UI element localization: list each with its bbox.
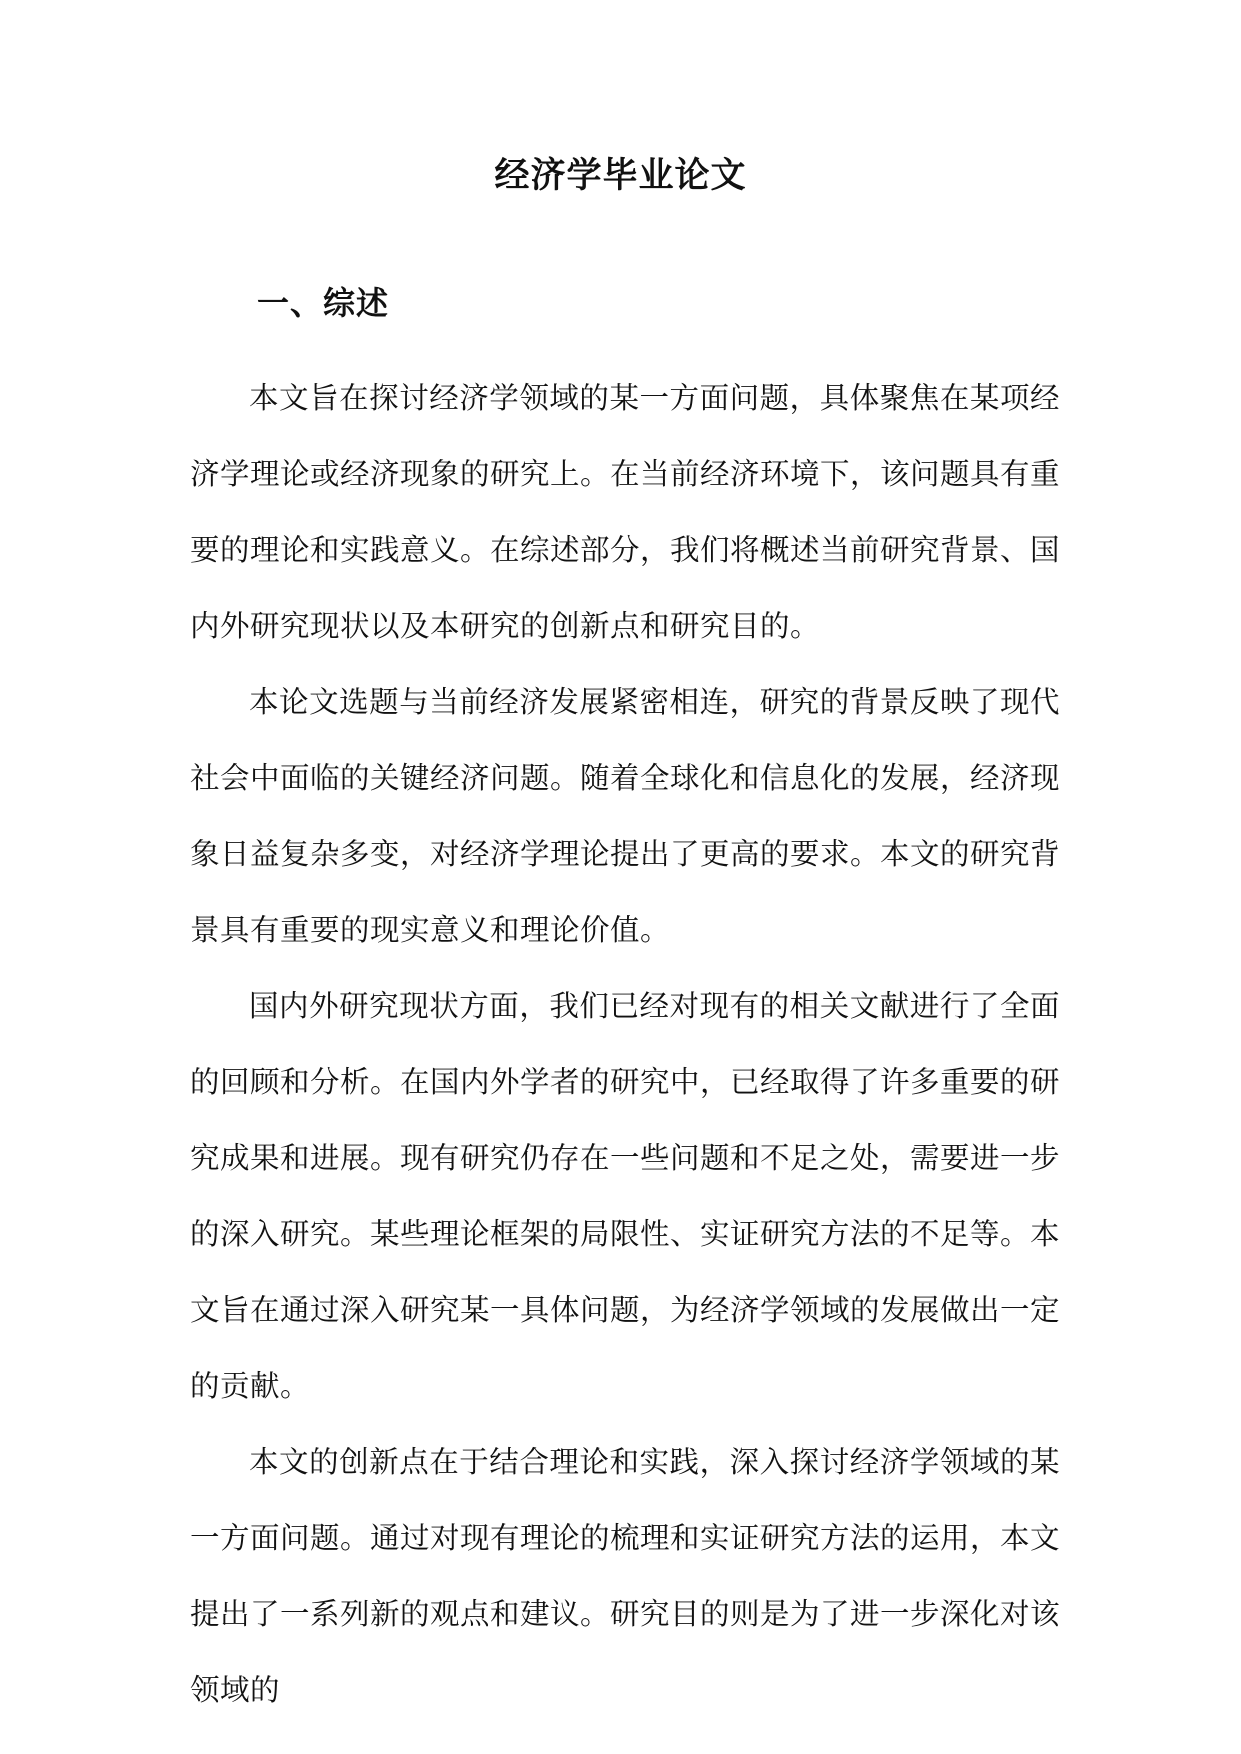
paragraph-3: 国内外研究现状方面，我们已经对现有的相关文献进行了全面的回顾和分析。在国内外学者的研究中，已经取得了许多重要的研究成果和进展。现有研究仍存在一些问题和不足之处，需要进一步的深入研究。某些理论框架的局限性、实证研究方法的不足等。本文旨在通过深入研究某一具体问题，为经济学领域的发展做出一定的贡献。	[190, 989, 1061, 1403]
body-text	[190, 360, 1060, 1728]
section-heading: 一、综述	[257, 284, 390, 322]
paragraph-1: 本文旨在探讨经济学领域的某一方面问题，具体聚焦在某项经济学理论或经济现象的研究上。在当前经济环境下，该问题具有重要的理论和实践意义。在综述部分，我们将概述当前研究背景、国内外研究现状以及本研究的创新点和研究目的。	[190, 381, 1061, 643]
paragraph-2: 本论文选题与当前经济发展紧密相连，研究的背景反映了现代社会中面临的关键经济问题。随着全球化和信息化的发展，经济现象日益复杂多变，对经济学理论提出了更高的要求。本文的研究背景具有重要的现实意义和理论价值。	[190, 685, 1061, 947]
document-title: 经济学毕业论文	[494, 155, 747, 196]
paragraph-4: 本文的创新点在于结合理论和实践，深入探讨经济学领域的某一方面问题。通过对现有理论的梳理和实证研究方法的运用，本文提出了一系列新的观点和建议。研究目的则是为了进一步深化对该领域的	[190, 1445, 1061, 1707]
